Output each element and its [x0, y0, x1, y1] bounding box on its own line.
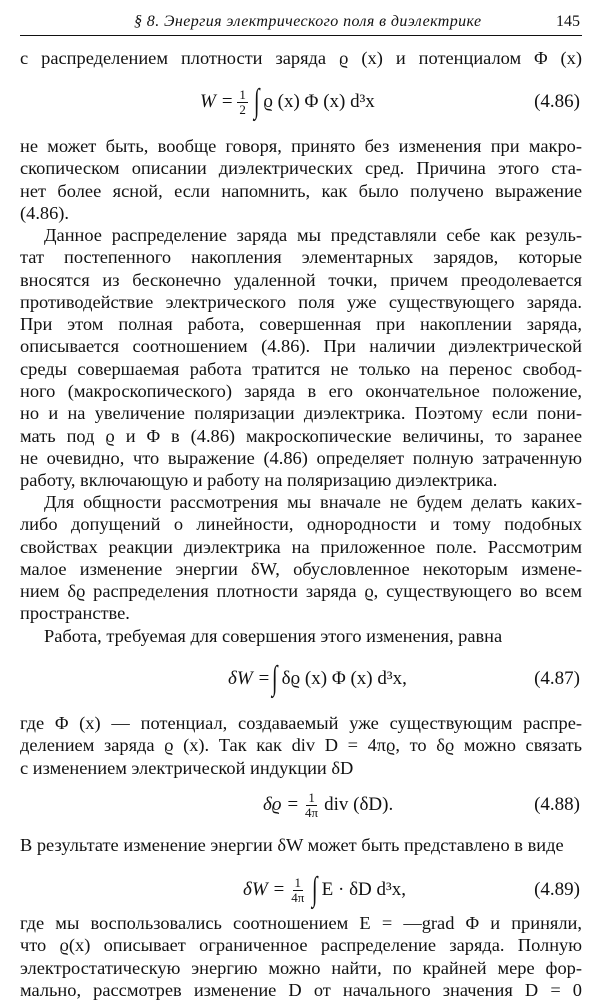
equation-4-89 [20, 866, 582, 914]
text-line: где мы воспользовались соотношением E = —grad Φ и приняли, [20, 913, 582, 933]
fraction-numerator: 1 [294, 874, 302, 890]
text-line: либо допущений о линейности, однородности и тому подобных [20, 514, 582, 535]
text-line: противодействие электрического поля уже существующего заряда. [20, 291, 582, 312]
page-number: 145 [556, 13, 580, 30]
paragraph-4 [20, 491, 582, 625]
paragraph-2 [20, 135, 582, 224]
equation-body [200, 78, 375, 126]
text-line: (4.86). [20, 202, 70, 223]
fraction [237, 88, 248, 117]
text-line: При этом полная работа, совершенная при накоплении заряда, [20, 314, 582, 335]
text-line: описывается соотношением (4.86). При наличии диэлектрической [20, 336, 582, 357]
text-line: тат постепенного накопления элементарных зарядов, которые [20, 247, 582, 268]
fraction-denominator: 4π [305, 804, 319, 820]
text-line: с распределением плотности заряда ϱ (x) и потенциалом Φ (x) [20, 48, 582, 68]
text-line: мально, рассмотрев изменение D от начального значения D = 0 [20, 979, 582, 1000]
paragraph-5 [20, 625, 582, 647]
text-line: делением заряда ϱ (x). Так как div D = 4πϱ, то δϱ можно связать [20, 735, 582, 756]
equation-lhs: δW = [228, 668, 271, 689]
fraction-numerator: 1 [239, 86, 246, 102]
equation-number: (4.89) [534, 879, 580, 900]
text-line: Данное распределение заряда мы представляли себе как резуль- [44, 225, 582, 245]
paragraph-1 [20, 47, 582, 69]
paragraph-3 [20, 224, 582, 492]
equation-4-86 [20, 78, 582, 126]
equation-number: (4.87) [534, 668, 580, 689]
text-line: электростатическую энергию можно найти, по крайней мере фор- [20, 957, 582, 978]
fraction-numerator: 1 [308, 789, 315, 805]
running-title: § 8. Энергия электрического поля в диэлектрике [134, 13, 482, 30]
page-header [0, 0, 600, 40]
text-line: свойствах реакции диэлектрика на приложенное поле. Рассмотрим [20, 536, 582, 557]
equation-body [263, 781, 393, 829]
text-line: что ϱ(x) описывает ограниченное распределение заряда. Полную [20, 935, 582, 956]
text-line: но и на увеличение поляризации диэлектрика. Поэтому если пони- [20, 403, 582, 424]
text-line: нием δϱ распределения плотности заряда ϱ, существующего во всем [20, 581, 582, 602]
equation-lhs: δW = [243, 879, 286, 900]
equation-rhs: δϱ (x) Φ (x) d³x, [281, 668, 407, 689]
fraction [303, 791, 320, 820]
text-line: работу, включающую и работу на поляризацию диэлектрика. [20, 470, 498, 491]
text-line: где Φ (x) — потенциал, создаваемый уже существующим распре- [20, 713, 582, 733]
equation-rhs: E · δD d³x, [321, 879, 406, 900]
text-line: среды совершаемая работа тратится не только на перенос свобод- [20, 358, 582, 379]
integral-sign: ∫ [312, 871, 318, 908]
equation-4-87 [20, 655, 582, 703]
paragraph-8 [20, 912, 582, 1000]
equation-number: (4.88) [534, 794, 580, 815]
text-line: не может быть, вообще говоря, принято без изменения при макро- [20, 136, 582, 156]
equation-lhs: W = [200, 91, 234, 112]
text-line: Работа, требуемая для совершения этого изменения, равна [44, 626, 503, 646]
equation-number: (4.86) [534, 91, 580, 112]
integral-sign: ∫ [253, 83, 260, 120]
text-line: нет более ясной, если напомнить, как было получено выражение [20, 180, 582, 201]
text-line: ного (макроскопического) заряда в его окончательное положение, [20, 381, 582, 402]
fraction [289, 876, 306, 905]
equation-lhs: δϱ = [263, 794, 300, 815]
text-line: малое изменение энергии δW, обусловленное некоторым измене- [20, 558, 582, 579]
text-line: вносятся из бесконечно удаленной точки, причем преодолевается [20, 269, 582, 290]
paragraph-7 [20, 834, 582, 856]
text-line: не очевидно, что выражение (4.86) определяет полную затраченную [20, 447, 582, 468]
equation-rhs: ϱ (x) Φ (x) d³x [263, 91, 375, 112]
text-line: В результате изменение энергии δW может быть представлено в виде [20, 835, 564, 855]
equation-body [228, 655, 407, 703]
text-line: Для общности рассмотрения мы вначале не будем делать каких- [44, 492, 582, 512]
paragraph-6 [20, 712, 582, 779]
text-line: скопическом описании диэлектрических сред. Причина этого ста- [20, 158, 582, 179]
text-line: с изменением электрической индукции δD [20, 757, 354, 778]
integral-sign: ∫ [272, 660, 278, 697]
fraction-denominator: 2 [239, 101, 246, 117]
equation-rhs: div (δD). [324, 794, 394, 815]
header-rule [20, 35, 582, 36]
text-line: мать под ϱ и Φ в (4.86) макроскопические величины, то заранее [20, 425, 582, 446]
equation-body [243, 866, 406, 914]
text-line: пространстве. [20, 603, 130, 624]
fraction-denominator: 4π [291, 889, 305, 905]
equation-4-88 [20, 781, 582, 829]
